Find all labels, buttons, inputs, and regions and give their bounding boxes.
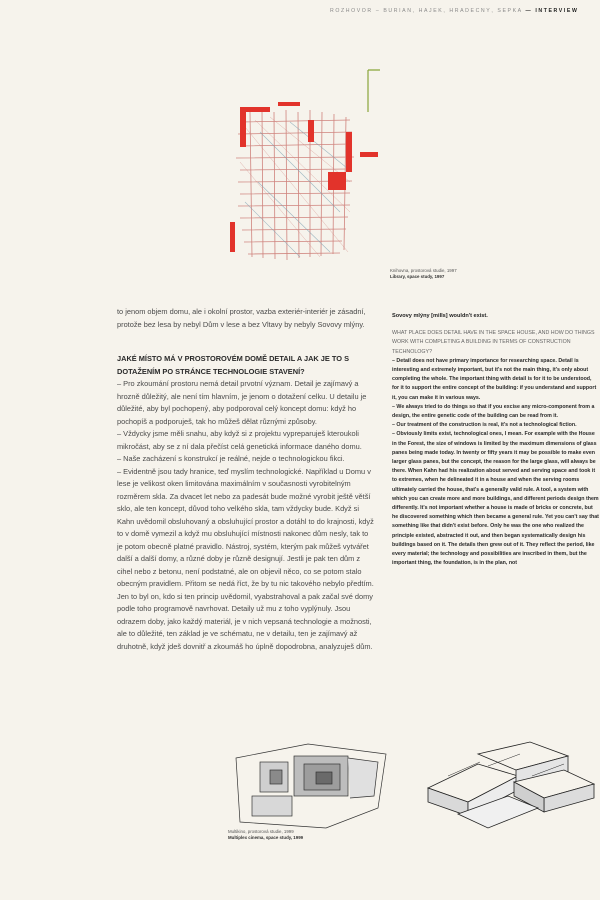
cinema-axonometric-sketch bbox=[418, 736, 598, 832]
left-answer-2: – Vždycky jsme měli snahu, aby když si z projektu vypreparuješ kteroukoli mikročást, aby se z ní dala přečíst celá genetická informace daného domu. bbox=[117, 429, 362, 451]
cinema-caption-cz: Multikino, prostorová studie, 1999 bbox=[228, 829, 294, 834]
running-head-title: ROZHOVOR – BURIAN, HÁJEK, HRADEČNÝ, ŠEPKA bbox=[330, 8, 523, 14]
right-answer-4: – Obviously limits exist, technological ones, I mean. For example with the House in the Forest, the size of windows is limited by the maximum dimensions of glass panes being made today. In twenty or fifty years it may be possible to make even larger glass panes, but the concept, the reason for the large glass, will always be there. When Kahn had his realization about served and serving space and took it to extremes, when he delineated it in a house and when the serving rooms ultimately carried the house, that's a generally valid rule. A tool, a system with which you can create more and more buildings, and different periods design them differently. It's not important whether a house is made of bricks or concrete, but he discovered something which then became a general rule. Yet you can't say that something like that didn't exist before. Only he was the one who realized the principle existed, abstracted it out, and then began systematically design his buildings based on it. The details then grew out of it. They reflect the period, like every material; the technology and possibilities are inscribed in them, but the important thing, the foundation, is in the plan, not bbox=[392, 431, 599, 567]
left-intro: to jenom objem domu, ale i okolní prostor, vazba exteriér-interiér je zásadní, protože bez lesa by nebyl Dům v lese a bez Vltavy by nebyly Sovovy mlýny. bbox=[117, 307, 366, 329]
left-answer-3: – Naše zacházení s konstrukcí je reálné, nejde o technologickou fikci. bbox=[117, 454, 345, 463]
library-caption-cz: Knihovna, prostorová studie, 1997 bbox=[390, 268, 457, 273]
left-answer-4: – Evidentně jsou tady hranice, teď myslím technologické. Například u Domu v lese je velikost oken limitována maximálním v současnosti vyrobitelným rozměrem skla. Za dvacet let nebo za padesát bude možné vyrobit ještě větší sklo, ale ten koncept, důvod toho velkého skla, tam vždycky bude. Když si Kahn uvědomil obsluhovaný a obsluhující prostor a dotáhl to do krajnosti, když to v domě vymezil a když mu obsluhující místnosti nakonec dům nesly, tak to je potom obecně platné pravidlo. Nástroj, systém, kterým pak můžeš vytvářet další a další domy, a různé doby je různě designují. Jestli je pak ten dům z cihel nebo z betonu, není podstatné, ale on objevil něco, co se potom stalo obecným pravidlem. Přitom se nedá říct, že by tu nic takového nebylo předtím. Jen to byl on, kdo si ten princip uvědomil, vyabstrahoval a pak začal své domy podle toho programově navrhovat. Detaily už mu z toho vyplýnuly. Jsou odrazem doby, jako každý materiál, je v nich vepsaná technologie a možnosti, ale to důležité, ten základ je ve schématu, ne v detailu, ten je zajímavý až druhotně, když jdeš dovnitř a zkoumáš ho úplně dopodrobna, analyzuješ dům. bbox=[117, 466, 374, 651]
right-question: WHAT PLACE DOES DETAIL HAVE IN THE SPACE HOUSE, AND HOW DO THINGS WORK WITH COMPLETING A BUILDING IN TERMS OF CONSTRUCTION TECHNOLOGY? bbox=[392, 330, 595, 355]
library-caption-en: Library, space study, 1997 bbox=[390, 274, 445, 279]
left-column bbox=[117, 306, 375, 653]
right-answer-3: – Our treatment of the construction is real, it's not a technological fiction. bbox=[392, 422, 577, 429]
cinema-caption bbox=[228, 829, 368, 841]
cinema-plan-sketch bbox=[228, 738, 390, 830]
right-answer-1: – Detail does not have primary importance for researching space. Detail is interesting and extremely important, but it's not the main thing, it's only about completing the whole. The important thing with detail is for it to be understood, for it to support the entire concept of the building: if you understand and support it, you can make it in various ways. bbox=[392, 357, 597, 401]
library-caption bbox=[390, 268, 510, 280]
library-sketch bbox=[200, 62, 380, 272]
running-head bbox=[330, 8, 600, 14]
right-lead: Sovovy mlýny [mills] wouldn't exist. bbox=[392, 313, 488, 319]
left-answer-1: – Pro zkoumání prostoru nemá detail prvotní význam. Detail je zajímavý a hrozně důležitý, ale není tím hlavním, je jenom o dotažení celku. U detailu je důležité, aby byl pochopený, aby podporoval celý koncept domu: když ho pochopíš a podporuješ, tak ho můžeš dělat různými způsoby. bbox=[117, 379, 367, 426]
cinema-caption-en: Multiplex cinema, space study, 1999 bbox=[228, 835, 304, 840]
right-answer-2: – We always tried to do things so that if you excise any micro-component from a design, the entire genetic code of the building can be read from it. bbox=[392, 403, 595, 420]
running-head-section: — INTERVIEW bbox=[525, 8, 579, 14]
right-column bbox=[392, 312, 600, 568]
left-question: JAKÉ MÍSTO MÁ V PROSTOROVÉM DOMĚ DETAIL A JAK JE TO S DOTAŽENÍM PO STRÁNCE TECHNOLOGIE STAVENÍ? bbox=[117, 354, 350, 376]
